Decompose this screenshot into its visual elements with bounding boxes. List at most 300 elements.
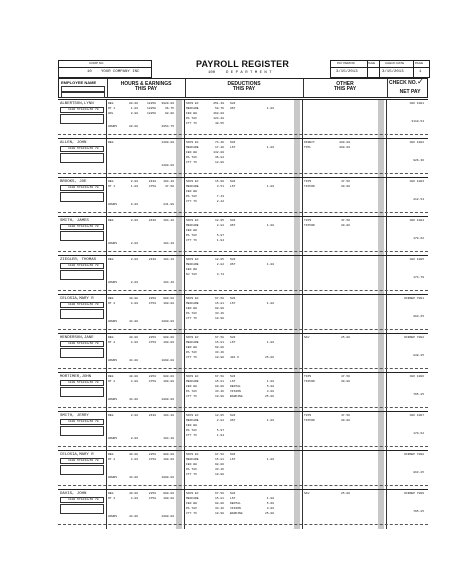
deduction-code: SOCS EC bbox=[186, 414, 199, 417]
employee-name: CELOSIA,MARY R bbox=[60, 297, 94, 301]
check-number: DIRDEP 7008 bbox=[404, 453, 424, 456]
employee-name: SMITH, JERRY bbox=[60, 414, 89, 418]
deduction-amount: 98.00 bbox=[214, 307, 224, 310]
record-separator bbox=[58, 173, 428, 174]
record-separator bbox=[58, 212, 428, 213]
hours-total-label: HOURS bbox=[108, 476, 118, 479]
earning-hours: 8.00 bbox=[130, 180, 138, 183]
deduction-code-2: UST bbox=[230, 224, 236, 227]
other-title: OTHER bbox=[336, 81, 354, 87]
check-date: 3/15/2013 bbox=[382, 70, 404, 74]
check-number: DIRDEP 7002 bbox=[404, 336, 424, 339]
record-separator bbox=[58, 407, 428, 408]
employee-name: ZIEGLER, THOMAS bbox=[60, 258, 97, 262]
page-title: PAYROLL REGISTER bbox=[196, 59, 290, 69]
deduction-amount: 15.81 bbox=[214, 458, 224, 461]
employee-field-grid-2 bbox=[61, 92, 105, 98]
deduction-amount: 5.97 bbox=[216, 429, 224, 432]
deduction-amount-2: 1.00 bbox=[266, 497, 274, 500]
earning-hours: 1.00 bbox=[130, 107, 138, 110]
deduction-amount-2: 25.00 bbox=[264, 512, 274, 515]
page-label-2: PAGE bbox=[415, 61, 424, 65]
deduction-amount: 98.00 bbox=[214, 502, 224, 505]
earning-code: OT 2 bbox=[108, 458, 116, 461]
earning-rate: 2250 bbox=[148, 336, 156, 339]
deduction-code-2: SUI bbox=[230, 492, 236, 495]
earning-code: REG bbox=[108, 102, 114, 105]
earning-code: REG bbox=[108, 453, 114, 456]
deduction-code: FED WH bbox=[186, 502, 197, 505]
deduction-code: SOCS EC bbox=[186, 375, 199, 378]
deduction-code-2: LST bbox=[230, 341, 236, 344]
earning-amount: 98.00 bbox=[164, 112, 174, 115]
deduction-code-2: VISION bbox=[230, 390, 241, 393]
employee-record bbox=[58, 294, 428, 334]
earning-amount: 190.00 bbox=[163, 302, 174, 305]
earning-code: OT 1 bbox=[108, 107, 116, 110]
deduction-amount: 33.46 bbox=[214, 312, 224, 315]
earning-code: REG bbox=[108, 375, 114, 378]
deduction-code: MEDCARE bbox=[186, 146, 199, 149]
deduction-code: FED WH bbox=[186, 424, 197, 427]
deductions-sub: THIS PAY bbox=[232, 86, 256, 92]
earning-rate: 4750 bbox=[148, 380, 156, 383]
earning-hours: 40.00 bbox=[128, 336, 138, 339]
deduction-code-2: DENTAL bbox=[230, 502, 241, 505]
employee-name: DAVIS, JOHN bbox=[60, 492, 87, 496]
other-code: TIPS bbox=[304, 180, 312, 183]
check-number: DIRDEP 7001 bbox=[404, 297, 424, 300]
hours-earnings-title: HOURS & EARNINGS bbox=[120, 81, 172, 87]
record-separator bbox=[58, 446, 428, 447]
deduction-amount: 251.39 bbox=[213, 102, 224, 105]
deduction-code: PA TAX bbox=[186, 117, 197, 120]
earning-hours: 40.00 bbox=[128, 453, 138, 456]
earning-code: REG bbox=[108, 219, 114, 222]
earning-rate: 2250 bbox=[148, 297, 156, 300]
deduction-amount-2: 3.00 bbox=[266, 507, 274, 510]
check-number: CHK 1003 bbox=[409, 180, 424, 183]
deduction-amount-2: 25.00 bbox=[264, 395, 274, 398]
net-pay: 170.62 bbox=[413, 432, 424, 435]
deduction-amount-2: 5.00 bbox=[266, 385, 274, 388]
employee-name: SMITH, JAMES bbox=[60, 219, 89, 223]
deduction-code-2: LST bbox=[230, 185, 236, 188]
earning-hours: 1.00 bbox=[130, 185, 138, 188]
net-pay: 170.62 bbox=[413, 237, 424, 240]
deduction-code: PA TAX bbox=[186, 429, 197, 432]
employee-id: 1100 571234+56 78 bbox=[68, 264, 99, 267]
deduction-amount-2: 1.00 bbox=[266, 458, 274, 461]
deduction-amount: 98.00 bbox=[214, 463, 224, 466]
deduction-amount: 10.90 bbox=[214, 395, 224, 398]
check-date-label: CHECK DATE bbox=[385, 61, 405, 65]
earning-rate: 4750 bbox=[148, 497, 156, 500]
net-pay-header: NET PAY bbox=[399, 89, 421, 95]
other-amount: 200.00 bbox=[339, 141, 350, 144]
earning-code: OT 2 bbox=[108, 341, 116, 344]
other-code: TOTL bbox=[304, 146, 312, 149]
record-separator bbox=[58, 290, 428, 291]
deduction-amount: 12.05 bbox=[214, 219, 224, 222]
earning-hours: 8.00 bbox=[130, 112, 138, 115]
earning-rate: 2430 bbox=[148, 258, 156, 261]
earning-amount: 3920.00 bbox=[161, 102, 174, 105]
other-amount: 25.00 bbox=[340, 492, 350, 495]
deduction-code: MEDCARE bbox=[186, 458, 199, 461]
deduction-code: SOCS EC bbox=[186, 219, 199, 222]
deduction-amount: 15.81 bbox=[214, 302, 224, 305]
record-separator bbox=[58, 524, 428, 525]
earning-hours: 8.00 bbox=[130, 219, 138, 222]
record-separator bbox=[58, 485, 428, 486]
employee-id: 1100 571234+56 78 bbox=[68, 420, 99, 423]
deduction-code-2: SUI bbox=[230, 258, 236, 261]
earning-amount: 47.50 bbox=[164, 185, 174, 188]
earning-code: OT 2 bbox=[108, 497, 116, 500]
earning-code: OT 2 bbox=[108, 380, 116, 383]
earning-code: REG bbox=[108, 141, 114, 144]
employee-tax-box bbox=[60, 270, 104, 280]
deduction-code: MEDCARE bbox=[186, 107, 199, 110]
deduction-code: CTY TX bbox=[186, 512, 197, 515]
period-box bbox=[330, 60, 430, 78]
other-code: TIPCRD bbox=[304, 224, 315, 227]
deduction-amount-2: 25.00 bbox=[264, 356, 274, 359]
employee-tax-box bbox=[60, 348, 104, 358]
deduction-code: PA TAX bbox=[186, 507, 197, 510]
deduction-amount: 98.00 bbox=[214, 346, 224, 349]
dept-label: D E P A R T M E N T bbox=[226, 71, 272, 75]
deduction-amount: 33.46 bbox=[214, 468, 224, 471]
deduction-amount: 2.82 bbox=[216, 419, 224, 422]
deduction-amount: 15.81 bbox=[214, 341, 224, 344]
other-amount: 47.50 bbox=[340, 180, 350, 183]
deduction-code: PA TAX bbox=[186, 312, 197, 315]
earning-amount: 194.40 bbox=[163, 180, 174, 183]
earning-amount: 900.00 bbox=[163, 375, 174, 378]
employee-tax-box bbox=[60, 387, 104, 397]
deduction-code: SOCS EC bbox=[186, 453, 199, 456]
deduction-code: PA TAX bbox=[186, 468, 197, 471]
earning-amount: 190.00 bbox=[163, 497, 174, 500]
deduction-code: FED WH bbox=[186, 463, 197, 466]
other-amount: 47.50 bbox=[340, 375, 350, 378]
earnings-total: 4054.75 bbox=[161, 125, 174, 128]
employee-id: 1100 571234+56 78 bbox=[68, 381, 99, 384]
deduction-amount: 74.40 bbox=[214, 141, 224, 144]
employee-tax-box bbox=[60, 192, 104, 202]
other-amount: 200.00 bbox=[339, 146, 350, 149]
earning-hours: 40.00 bbox=[128, 375, 138, 378]
hours-total-label: HOURS bbox=[108, 359, 118, 362]
deduction-code: CTY TX bbox=[186, 356, 197, 359]
earning-amount: 194.40 bbox=[163, 219, 174, 222]
employee-name: HENDERSON,JANE bbox=[60, 336, 94, 340]
net-pay: 174.79 bbox=[413, 276, 424, 279]
deduction-code: MEDCARE bbox=[186, 341, 199, 344]
deduction-code: FED WH bbox=[186, 229, 197, 232]
deduction-code-2: BANKING bbox=[230, 512, 243, 515]
net-pay: 795.25 bbox=[413, 393, 424, 396]
deductions-title: DEDUCTIONS bbox=[227, 81, 261, 87]
deduction-amount: 33.46 bbox=[214, 507, 224, 510]
other-code: SAV bbox=[304, 492, 310, 495]
employee-record bbox=[58, 138, 428, 178]
record-separator bbox=[58, 329, 428, 330]
earning-amount: 190.00 bbox=[163, 341, 174, 344]
earning-rate: 2430 bbox=[148, 180, 156, 183]
earning-rate: 12250 bbox=[146, 112, 156, 115]
earning-rate: 2250 bbox=[148, 453, 156, 456]
payroll-register-page bbox=[58, 58, 428, 528]
deduction-code-2: LST bbox=[230, 380, 236, 383]
earning-rate: 4750 bbox=[148, 458, 156, 461]
net-pay: 838.25 bbox=[413, 354, 424, 357]
other-sub: THIS PAY bbox=[333, 86, 357, 92]
deduction-code: CTY TX bbox=[186, 239, 197, 242]
employee-id: 1100 571234+56 78 bbox=[68, 225, 99, 228]
other-amount: 25.00 bbox=[340, 336, 350, 339]
deduction-code: CTY TX bbox=[186, 161, 197, 164]
earning-code: REG bbox=[108, 336, 114, 339]
deduction-amount: 1.94 bbox=[216, 434, 224, 437]
deduction-amount: 5.97 bbox=[216, 234, 224, 237]
net-pay: 863.25 bbox=[413, 471, 424, 474]
deduction-amount: 2.82 bbox=[216, 263, 224, 266]
page-number: 1 bbox=[419, 70, 422, 74]
deduction-code: FED WH bbox=[186, 385, 197, 388]
earnings-total: 1090.00 bbox=[161, 515, 174, 518]
earning-rate: 2430 bbox=[148, 414, 156, 417]
hours-total: 8.00 bbox=[130, 437, 138, 440]
deduction-code: SOCS EC bbox=[186, 258, 199, 261]
earning-code: REG bbox=[108, 297, 114, 300]
deduction-amount: 12.05 bbox=[214, 414, 224, 417]
earning-amount: 194.40 bbox=[163, 414, 174, 417]
deduction-code: SOCS EC bbox=[186, 336, 199, 339]
hours-total-label: HOURS bbox=[108, 125, 118, 128]
employee-record bbox=[58, 99, 428, 139]
deduction-code-2: 401 K bbox=[230, 356, 240, 359]
earning-rate: 4750 bbox=[148, 185, 156, 188]
earnings-total: 194.40 bbox=[163, 437, 174, 440]
earning-hours: 4.00 bbox=[130, 497, 138, 500]
deduction-code-2: VISION bbox=[230, 507, 241, 510]
deduction-code-2: SUI bbox=[230, 219, 236, 222]
deduction-amount: 15.00 bbox=[214, 180, 224, 183]
earning-amount: 1200.00 bbox=[161, 141, 174, 144]
earning-code: REG bbox=[108, 180, 114, 183]
earning-code: REG bbox=[108, 414, 114, 417]
hours-total-label: HOURS bbox=[108, 242, 118, 245]
record-separator bbox=[58, 251, 428, 252]
deduction-amount-2: 1.00 bbox=[266, 224, 274, 227]
employee-name-header: EMPLOYEE NAME bbox=[61, 80, 97, 85]
employee-record bbox=[58, 255, 428, 295]
deduction-amount-2: 1.00 bbox=[266, 185, 274, 188]
employee-tax-box bbox=[60, 504, 104, 514]
pay-period-label: PAY PERIOD bbox=[337, 61, 355, 65]
deduction-code-2: SUI bbox=[230, 141, 236, 144]
check-mark-icon: ✓ bbox=[417, 77, 424, 86]
deduction-code: CTY TX bbox=[186, 200, 197, 203]
earnings-total: 1090.00 bbox=[161, 359, 174, 362]
earning-hours: 40.00 bbox=[128, 297, 138, 300]
deductions-header bbox=[185, 82, 303, 92]
deduction-code: MEDCARE bbox=[186, 224, 199, 227]
deduction-amount-2: 1.00 bbox=[266, 146, 274, 149]
deduction-code: FED WH bbox=[186, 190, 197, 193]
employee-tax-box bbox=[60, 153, 104, 163]
employee-record bbox=[58, 333, 428, 373]
deduction-code-2: SUI bbox=[230, 297, 236, 300]
deduction-code-2: SUI bbox=[230, 102, 236, 105]
earnings-total: 1090.00 bbox=[161, 476, 174, 479]
hours-total-label: HOURS bbox=[108, 281, 118, 284]
deduction-amount: 40.55 bbox=[214, 122, 224, 125]
deduction-code-2: SUI bbox=[230, 414, 236, 417]
deduction-code: MEDCARE bbox=[186, 185, 199, 188]
other-amount: 30.00 bbox=[340, 224, 350, 227]
deduction-amount: 15.81 bbox=[214, 497, 224, 500]
earning-hours: 4.00 bbox=[130, 380, 138, 383]
other-amount: 47.50 bbox=[340, 219, 350, 222]
check-no-header: CHECK NO. bbox=[389, 80, 418, 86]
earning-rate: 4750 bbox=[148, 341, 156, 344]
hours-total-label: HOURS bbox=[108, 515, 118, 518]
deduction-amount: 7.43 bbox=[216, 195, 224, 198]
dept-number: 100 bbox=[208, 71, 216, 75]
deduction-amount: 12.00 bbox=[214, 161, 224, 164]
deduction-code: MEDCARE bbox=[186, 380, 199, 383]
earning-rate: 2250 bbox=[148, 375, 156, 378]
deduction-amount: 67.58 bbox=[214, 375, 224, 378]
deduction-code-2: LST bbox=[230, 302, 236, 305]
other-code: DIRECT bbox=[304, 141, 315, 144]
earnings-total: 194.40 bbox=[163, 281, 174, 284]
deduction-amount-2: 1.00 bbox=[266, 419, 274, 422]
deduction-code: CTY TX bbox=[186, 434, 197, 437]
deduction-code: CTY TX bbox=[186, 395, 197, 398]
deduction-amount: 58.79 bbox=[214, 107, 224, 110]
deduction-code: PA TAX bbox=[186, 390, 197, 393]
check-number: CHK 1005 bbox=[409, 258, 424, 261]
deduction-code-2: LST bbox=[230, 458, 236, 461]
deduction-amount: 1.94 bbox=[216, 239, 224, 242]
record-separator bbox=[58, 368, 428, 369]
other-code: TIPS bbox=[304, 414, 312, 417]
employee-record bbox=[58, 216, 428, 256]
deduction-code: FED WH bbox=[186, 346, 197, 349]
deduction-code: SOCS EC bbox=[186, 141, 199, 144]
deduction-code: MEDCARE bbox=[186, 263, 199, 266]
employee-record bbox=[58, 177, 428, 217]
earning-code: OT 1 bbox=[108, 185, 116, 188]
earning-code: HOL bbox=[108, 112, 114, 115]
deduction-amount: 67.58 bbox=[214, 336, 224, 339]
earning-amount: 190.00 bbox=[163, 458, 174, 461]
other-amount: 47.50 bbox=[340, 414, 350, 417]
earning-rate: 12250 bbox=[146, 107, 156, 110]
deduction-code-2: LST bbox=[230, 146, 236, 149]
deduction-amount: 33.46 bbox=[214, 390, 224, 393]
other-code: TIPCRD bbox=[304, 185, 315, 188]
deduction-code: PA TAX bbox=[186, 351, 197, 354]
employee-id: 1100 571234+56 78 bbox=[68, 342, 99, 345]
deduction-amount: 15.81 bbox=[214, 380, 224, 383]
employee-tax-box bbox=[60, 426, 104, 436]
deduction-code-2: UST bbox=[230, 419, 236, 422]
net-pay: 212.54 bbox=[413, 198, 424, 201]
deduction-amount: 67.58 bbox=[214, 453, 224, 456]
pay-period: 3/15/2013 bbox=[336, 70, 358, 74]
employee-record bbox=[58, 411, 428, 451]
net-pay: 863.25 bbox=[413, 315, 424, 318]
deduction-amount: 10.90 bbox=[214, 317, 224, 320]
column-header-row bbox=[58, 78, 428, 98]
earning-rate: 2250 bbox=[148, 492, 156, 495]
deduction-amount: 67.58 bbox=[214, 297, 224, 300]
page-label-1: PAGE bbox=[367, 61, 376, 65]
employee-tax-box bbox=[60, 114, 104, 124]
check-number: CHK 1007 bbox=[409, 414, 424, 417]
other-code: TIPCRD bbox=[304, 419, 315, 422]
deduction-code: FED WH bbox=[186, 151, 197, 154]
deduction-code: SOCS EC bbox=[186, 492, 199, 495]
deduction-amount-2: 5.00 bbox=[266, 502, 274, 505]
employee-id: 1100 571234+56 78 bbox=[68, 147, 99, 150]
earning-hours: 4.00 bbox=[130, 458, 138, 461]
deduction-code: FED WH bbox=[186, 112, 197, 115]
hours-total: 9.00 bbox=[130, 203, 138, 206]
earning-hours: 80.00 bbox=[128, 102, 138, 105]
employee-name: MORTIMER,JOHN bbox=[60, 375, 92, 379]
deduction-code-2: BANKING bbox=[230, 395, 243, 398]
employee-name: ALLEN, JOHN bbox=[60, 141, 87, 145]
earning-rate: 12250 bbox=[146, 102, 156, 105]
deduction-amount: 10.90 bbox=[214, 356, 224, 359]
deduction-amount-2: 1.00 bbox=[266, 107, 274, 110]
deduction-code: SOCS EC bbox=[186, 180, 199, 183]
company-box-label: COMP NO. bbox=[89, 61, 105, 65]
deduction-code-2: SUI bbox=[230, 375, 236, 378]
deduction-code: CTY TX bbox=[186, 122, 197, 125]
other-code: TIPS bbox=[304, 219, 312, 222]
deduction-code: FED WH bbox=[186, 268, 197, 271]
hours-earnings-header bbox=[107, 82, 185, 92]
earning-rate: 2430 bbox=[148, 219, 156, 222]
net-pay: 926.36 bbox=[413, 159, 424, 162]
hours-total: 44.00 bbox=[128, 515, 138, 518]
earning-amount: 36.75 bbox=[164, 107, 174, 110]
net-pay: 795.25 bbox=[413, 510, 424, 513]
deduction-code: PA TAX bbox=[186, 234, 197, 237]
employee-name: CELOSIA,MARY R bbox=[60, 453, 94, 457]
deduction-amount: 132.00 bbox=[213, 151, 224, 154]
earning-hours: 8.00 bbox=[130, 414, 138, 417]
deduction-amount-2: 1.00 bbox=[266, 380, 274, 383]
deduction-amount-2: 1.00 bbox=[266, 341, 274, 344]
deduction-code: CTY TX bbox=[186, 473, 197, 476]
deduction-code: SOCS EC bbox=[186, 102, 199, 105]
deduction-amount: 12.05 bbox=[214, 258, 224, 261]
deduction-amount: 124.48 bbox=[213, 117, 224, 120]
earnings-total: 1200.00 bbox=[161, 164, 174, 167]
deduction-amount: 3.51 bbox=[216, 185, 224, 188]
employee-id: 1100 571234+56 78 bbox=[68, 498, 99, 501]
deduction-code-2: SUI bbox=[230, 453, 236, 456]
